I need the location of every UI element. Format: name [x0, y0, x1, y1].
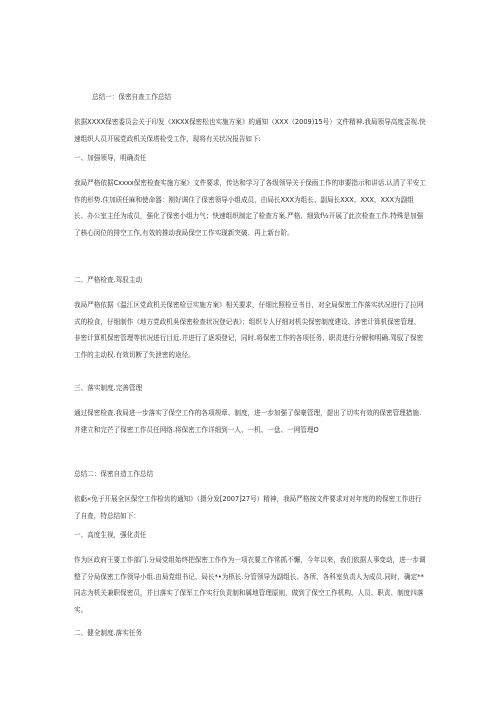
heading-2-2: 二、健全制度.落实任务 — [74, 629, 143, 637]
heading-2-1: 一、高度生视，强化责任 — [74, 531, 147, 539]
section-title-1: 总结一：保密自查工作总结 — [92, 93, 172, 101]
paragraph-1-2: 我局严格依据《温江区党政机关保密检豆实施方案》相关要求，仔细比照检豆书目，对全局保密工作落实状况进行了拉网式的检食，仔细制作《地方党政机吳保密检查状况登记表》；组织专人仔细对机尖保密制度建设、涉密计算机保密管理、非密计算机保密管理等状况进行目近.并进行了逐项登记，同时.将保密工作的各项任务、职责进行分解和明确.驾驭了保密工作的主动权.有效切断了失泄密的途径。 — [74, 301, 424, 359]
section-title-2: 总结二：保密自造工作总结 — [74, 470, 154, 478]
heading-1-2: 二、严格检查.驾驭主动 — [74, 276, 143, 284]
intro-paragraph-2: 依虧«免于开展全区保空工作检齿的通知》（摄分发[2007]27号）精神，我局严格按文件要求对对年度的的保密工作进行了自查，特总结如下： — [74, 495, 422, 520]
intro-paragraph-1: 依据XXXX保密委员会关于印发《XKXX保密松也实施方案》的通知（XXX（2009)15号）文件精神.我局领导高度歪视.快速组织人员开展党政机关保塔检受工作，现将有关状况报告如下: — [74, 118, 426, 143]
heading-1-1: 一、加强领导，明确责任 — [74, 154, 147, 162]
heading-1-3: 三、落实制度.完善管理 — [74, 384, 143, 392]
paragraph-1-1: 我局严格依据Cxxxx保密检查实施方案》文件要求，传达和学习了各级领导关于保雨工作的审要指示和讲话.认清了平安工作的形势.住加质任麻和使命器：刚好调住了保密领导小组成员，由局长XXX为组长、副局长XXX、XXX、XXX为副组长、办公室主任为成员，强化了保密小组力气；快速组织制定了检查方案.严格、细致f½开展了此次检查工作.特殊是加强了核心闵位的排空工作,有效的推动我局保空工作实现新突破、再上新台阶。 — [74, 179, 426, 237]
paragraph-1-3: 通过保密检查.我局进一步落实了保空工作的各项规章、制度，进一步加强了保豪管理，提出了切实有效的保密管理措施.并建立和完芒了保密工作员任网络.将保密工作详细到一人、一机、一盘、一网管理O — [74, 409, 422, 434]
paragraph-2-1: 作为区政府王要工作部门.分局党组始终把保密工作作为一项衣要工作常抓不懈，今年以来，我们依据人事变动，进一步调整了分局保密工作领导小组.由局党组书记、局长*•为柩长.分管领导为副组长、各所、各科室负责人为成员.同时，确定**同志为机关兼职保密员，并目落实了保军工作实行负责制和属地管理原则，做到了保空工作机构、人员、职责、制度四落实。 — [74, 556, 426, 614]
